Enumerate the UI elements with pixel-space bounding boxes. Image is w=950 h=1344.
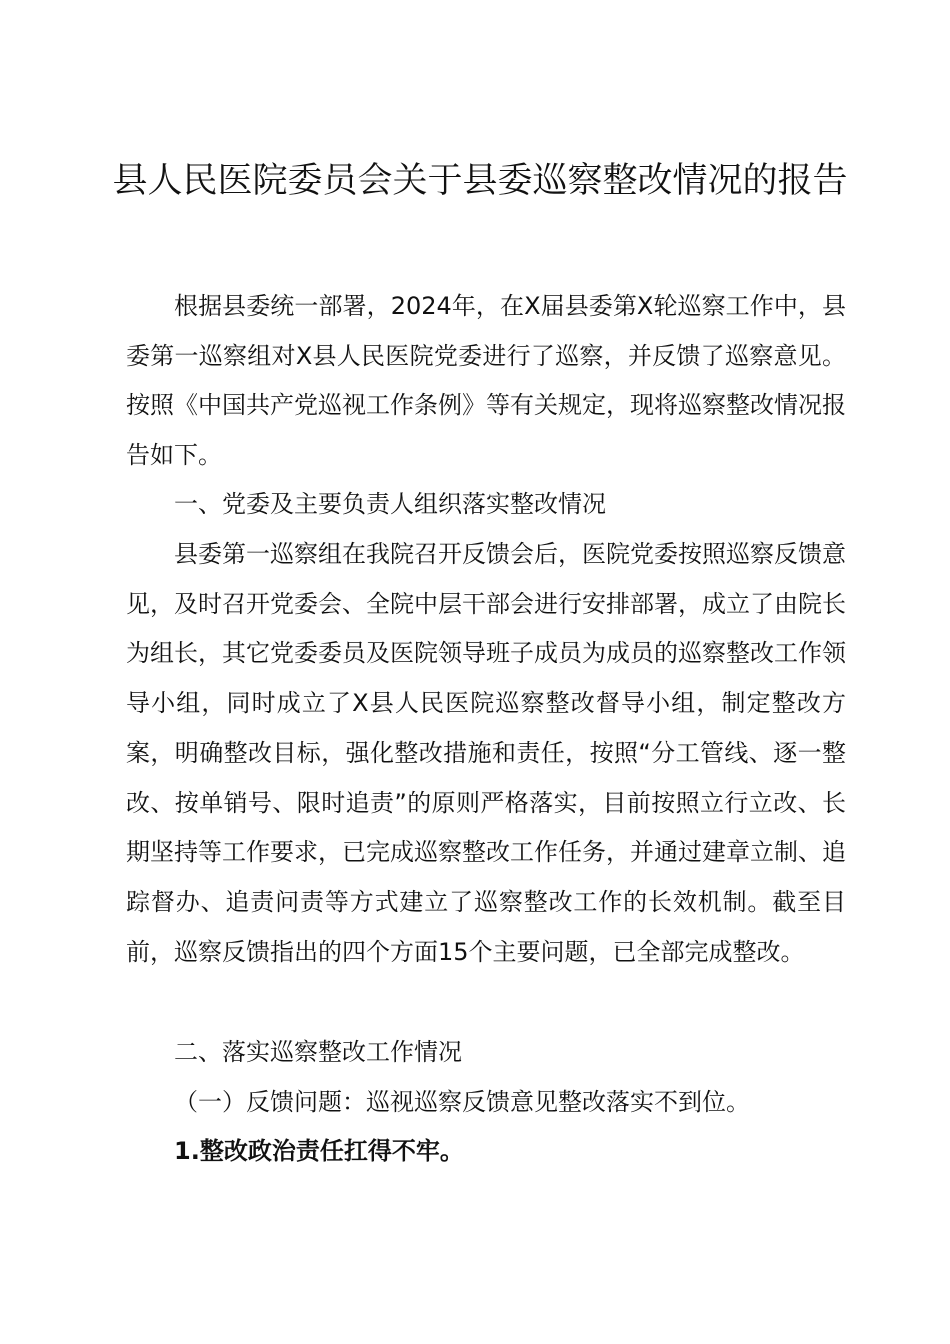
item-heading: 1.整改政治责任扛得不牢。: [174, 1137, 464, 1165]
section-heading-one: 一、党委及主要负责人组织落实整改情况: [174, 490, 606, 518]
section-heading-two: 二、落实巡察整改工作情况: [174, 1038, 462, 1066]
intro-paragraph: 根据县委统一部署，2024年，在X届县委第X轮巡察工作中，县委第一巡察组对X县人民医院党委进行了巡察，并反馈了巡察意见。按照《中国共产党巡视工作条例》等有关规定，现将巡察整改情况报告如下。: [126, 292, 846, 470]
section-one-paragraph: 县委第一巡察组在我院召开反馈会后，医院党委按照巡察反馈意见，及时召开党委会、全院中层干部会进行安排部署，成立了由院长为组长，其它党委委员及医院领导班子成员为成员的巡察整改工作领导小组，同时成立了X县人民医院巡察整改督导小组，制定整改方案，明确整改目标，强化整改措施和责任，按照“分工管线、逐一整改、按单销号、限时追责”的原则严格落实，目前按照立行立改、长期坚持等工作要求，已完成巡察整改工作任务，并通过建章立制、追踪督办、追责问责等方式建立了巡察整改工作的长效机制。截至目前，巡察反馈指出的四个方面15个主要问题，已全部完成整改。: [126, 540, 846, 966]
document-title: 县人民医院委员会关于县委巡察整改情况的报告: [112, 161, 848, 201]
subsection-heading: （一）反馈问题：巡视巡察反馈意见整改落实不到位。: [174, 1088, 750, 1116]
